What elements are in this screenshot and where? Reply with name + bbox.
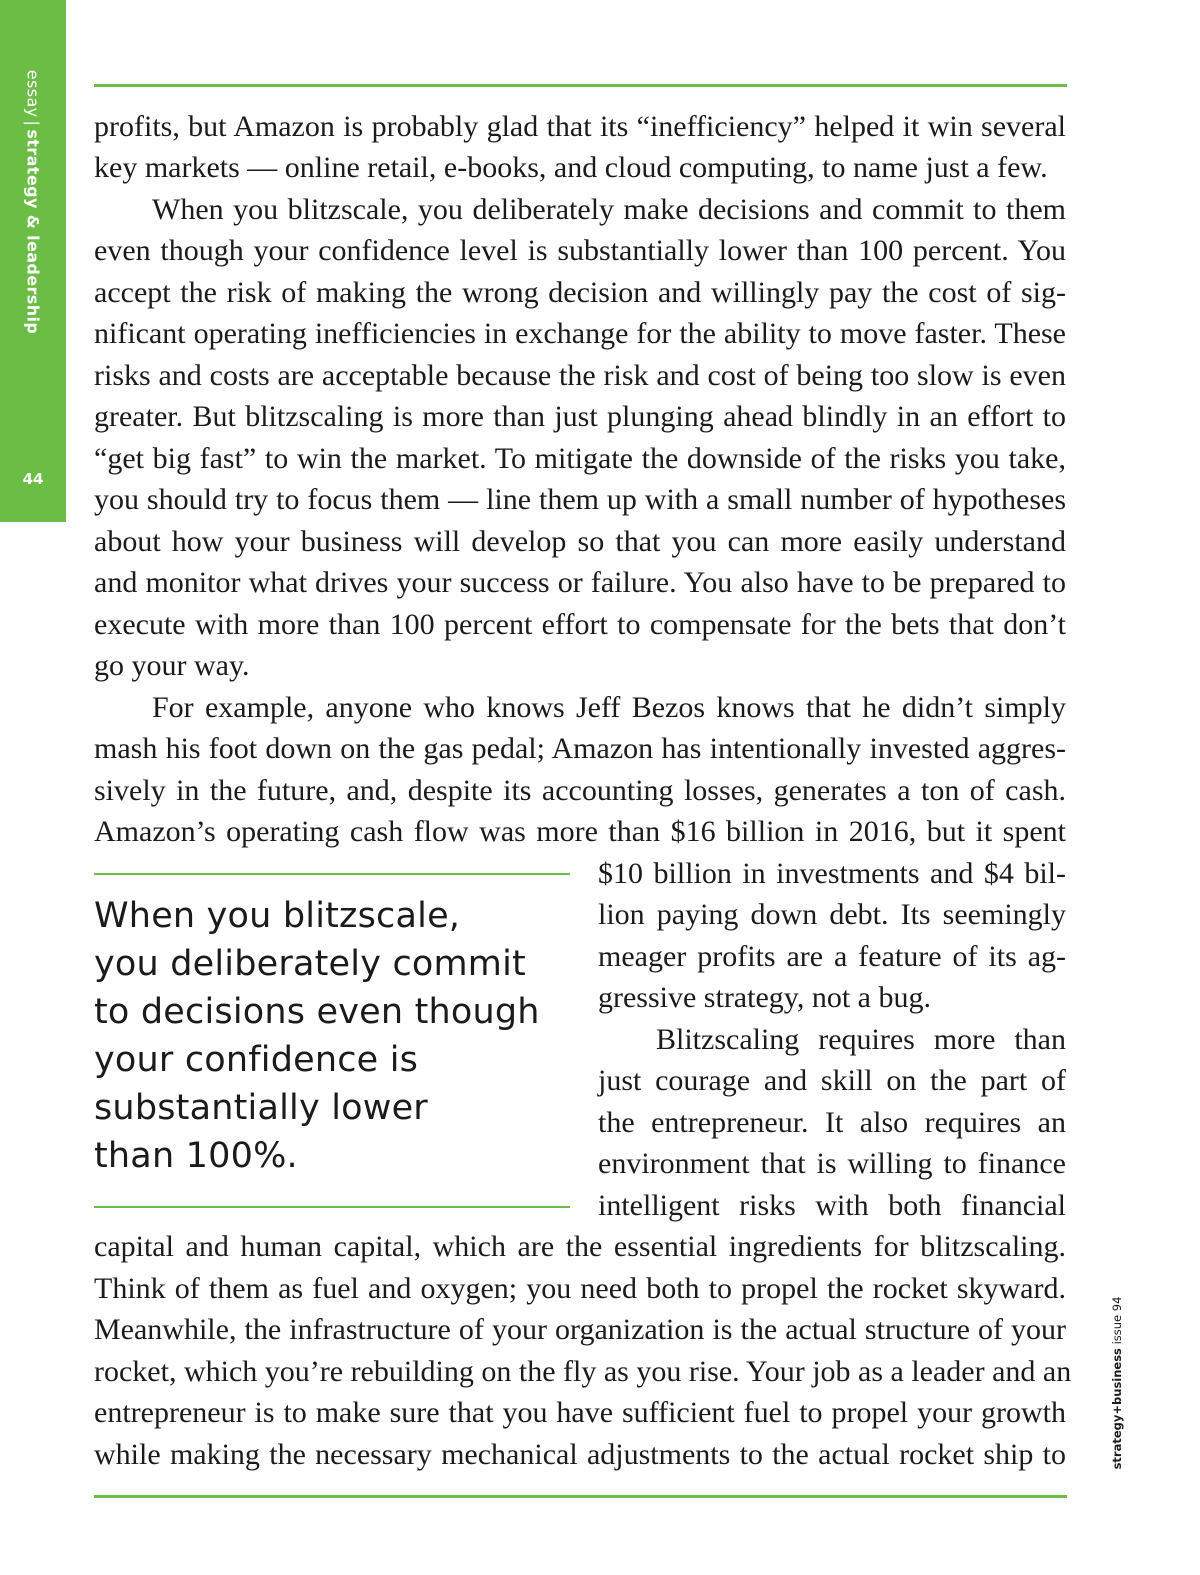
body-line: Blitzscaling requires more than (656, 1023, 1066, 1056)
body-line: intelligent risks with both financial (598, 1189, 1066, 1222)
top-rule (94, 84, 1067, 87)
body-line: go your way. (94, 649, 250, 682)
pullquote-bottom-rule (94, 1206, 570, 1208)
body-line: For example, anyone who knows Jeff Bezos knows that he didn’t simply (152, 691, 1066, 724)
publication-footer (1110, 1297, 1124, 1470)
body-line: sively in the future, and, despite its accounting losses, generates a ton of cash. (94, 774, 1066, 807)
body-line: accept the risk of making the wrong decision and willingly pay the cost of sig- (94, 276, 1066, 309)
pullquote (94, 892, 564, 1180)
body-line: risks and costs are acceptable because the risk and cost of being too slow is even (94, 359, 1066, 392)
body-line: entrepreneur is to make sure that you have sufficient fuel to propel your growth (94, 1396, 1066, 1429)
publication-name: strategy+business (1110, 1348, 1124, 1470)
section-label-separator: | (23, 120, 43, 127)
body-line: “get big fast” to win the market. To mitigate the downside of the risks you take, (94, 442, 1066, 475)
pullquote-line: When you blitzscale, (94, 896, 461, 936)
body-line: the entrepreneur. It also requires an (598, 1106, 1066, 1139)
body-line: and monitor what drives your success or failure. You also have to be prepared to (94, 566, 1066, 599)
body-line: profits, but Amazon is probably glad that its “inefficiency” helped it win several (94, 110, 1066, 143)
section-label-strategy: strategy & leadership (23, 129, 43, 335)
body-line: $10 billion in investments and $4 bil- (598, 857, 1066, 890)
pullquote-line: to decisions even though (94, 992, 540, 1032)
section-label-essay: essay (23, 69, 43, 118)
pullquote-top-rule (94, 873, 570, 875)
issue-number: issue 94 (1110, 1296, 1124, 1345)
pullquote-line: you deliberately commit (94, 944, 526, 984)
body-line: rocket, which you’re rebuilding on the fly as you rise. Your job as a leader and an (94, 1355, 1072, 1388)
pullquote-line: substantially lower (94, 1088, 428, 1128)
body-line: Amazon’s operating cash flow was more than $16 billion in 2016, but it spent (94, 815, 1066, 848)
body-line: just courage and skill on the part of (598, 1064, 1066, 1097)
body-line: gressive strategy, not a bug. (598, 981, 931, 1014)
body-line: key markets — online retail, e-books, and cloud computing, to name just a few. (94, 151, 1048, 184)
pullquote-line: than 100%. (94, 1136, 298, 1176)
body-line: while making the necessary mechanical adjustments to the actual rocket ship to (94, 1438, 1066, 1471)
body-line: Think of them as fuel and oxygen; you need both to propel the rocket skyward. (94, 1272, 1066, 1305)
body-line: greater. But blitzscaling is more than just plunging ahead blindly in an effort to (94, 400, 1066, 433)
body-line: nificant operating inefficiencies in exchange for the ability to move faster. These (94, 317, 1066, 350)
section-label (24, 70, 43, 335)
body-line: lion paying down debt. Its seemingly (598, 898, 1066, 931)
body-line: capital and human capital, which are the essential ingredients for blitzscaling. (94, 1230, 1066, 1263)
body-line: execute with more than 100 percent effort to compensate for the bets that don’t (94, 608, 1066, 641)
body-line: about how your business will develop so that you can more easily understand (94, 525, 1066, 558)
body-line: When you blitzscale, you deliberately make decisions and commit to them (152, 193, 1066, 226)
body-line: even though your confidence level is substantially lower than 100 percent. You (94, 234, 1066, 267)
body-line: mash his foot down on the gas pedal; Amazon has intentionally invested aggres- (94, 732, 1066, 765)
pullquote-line: your confidence is (94, 1040, 419, 1080)
body-line: environment that is willing to finance (598, 1147, 1066, 1180)
body-line: you should try to focus them — line them up with a small number of hypotheses (94, 483, 1066, 516)
body-line: Meanwhile, the infrastructure of your organization is the actual structure of your (94, 1313, 1066, 1346)
page-number: 44 (22, 470, 44, 488)
bottom-rule (94, 1495, 1067, 1498)
body-line: meager profits are a feature of its ag- (598, 940, 1066, 973)
section-sidebar (0, 0, 66, 522)
